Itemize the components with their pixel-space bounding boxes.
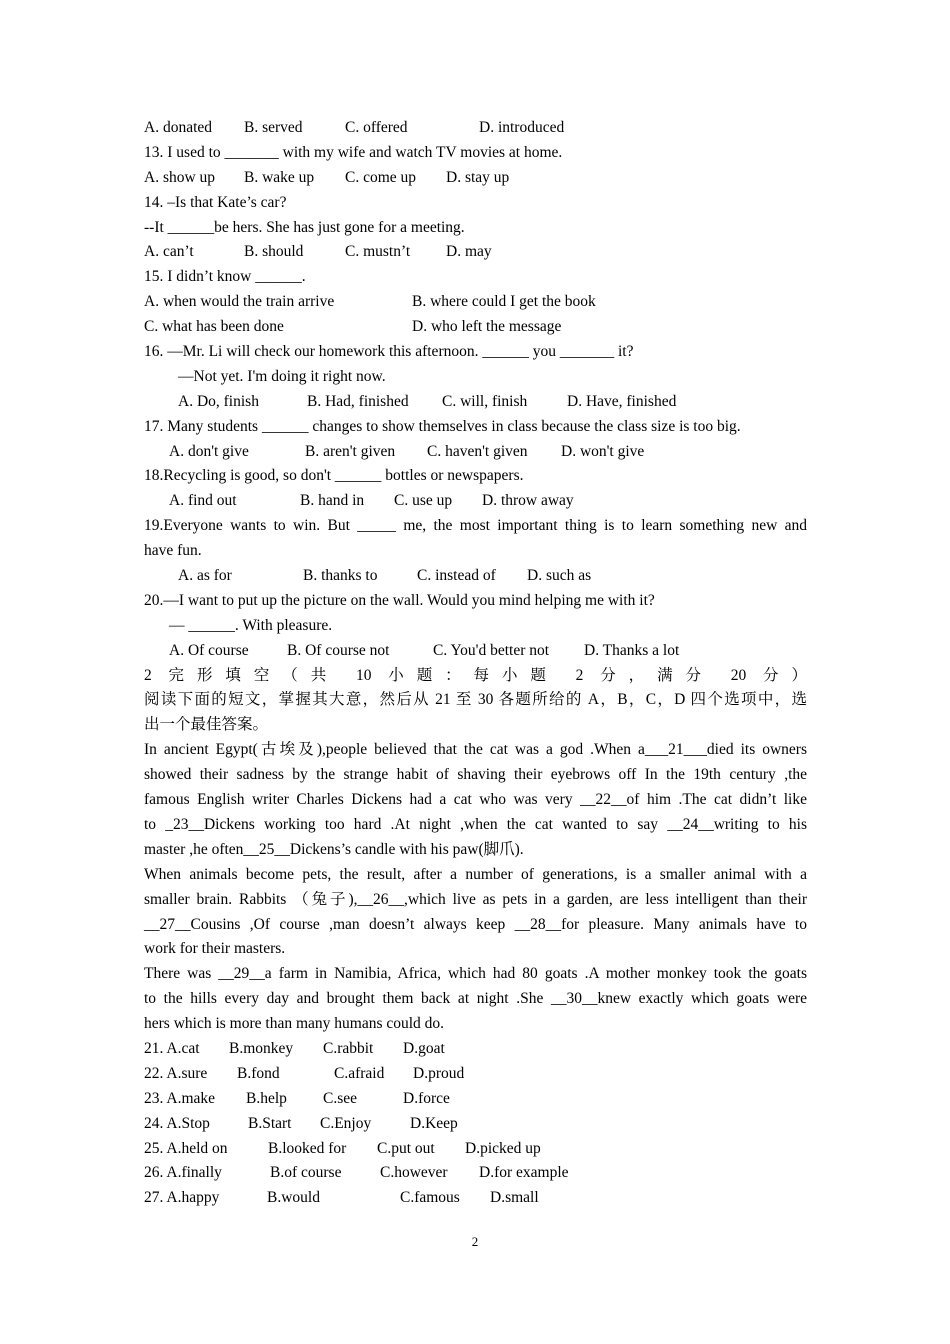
option: B. served (244, 119, 303, 136)
text-line: 18.Recycling is good, so don't ______ bottles or newspapers. (144, 467, 524, 485)
options-line (144, 390, 807, 415)
options-line (144, 1186, 807, 1211)
option: B.would (267, 1189, 320, 1207)
option: C. You'd better not (433, 641, 550, 659)
text-line: 14. –Is that Kate’s car? (144, 193, 287, 211)
option: D.Keep (410, 1114, 458, 1132)
options-line (144, 315, 807, 340)
option: C. mustn’t (345, 243, 411, 261)
option: B.Start (248, 1114, 292, 1132)
option: C.put out (377, 1139, 435, 1157)
option: C.see (323, 1089, 358, 1107)
text-line: —Not yet. I'm doing it right now. (178, 367, 386, 385)
option: 22. A.sure (144, 1064, 208, 1082)
options-line (144, 290, 807, 315)
text-line: work for their masters. (144, 940, 286, 958)
option: B. Of course not (287, 641, 390, 659)
option: B. aren't given (305, 442, 396, 460)
text-line: have fun. (144, 542, 202, 560)
option: A. find out (169, 492, 237, 510)
option: B.of course (270, 1164, 342, 1182)
option: D. introduced (479, 119, 565, 136)
option: D.goat (403, 1039, 445, 1057)
text-line: There was __29__a farm in Namibia, Africa, which had 80 goats .A mother monkey took the goats (144, 965, 807, 983)
option: C. come up (345, 168, 417, 186)
option: D.for example (479, 1164, 569, 1182)
option: 21. A.cat (144, 1039, 200, 1057)
option: D. may (446, 243, 492, 261)
text-line: to the hills every day and brought them back at night .She __30__knew exactly which goats were (144, 990, 807, 1008)
option: D. won't give (561, 442, 645, 460)
text-line: 19.Everyone wants to win. But _____ me, the most important thing is to learn something new and (144, 517, 807, 535)
option: A. don't give (169, 442, 249, 460)
option: 26. A.finally (144, 1164, 222, 1182)
options-line (144, 564, 807, 589)
text-line: smaller brain. Rabbits （兔子),__26__,which live as pets in a garden, are less intelligent than their (144, 890, 807, 908)
option: B. thanks to (303, 567, 378, 585)
option: D. who left the message (412, 318, 562, 336)
options-line (144, 1087, 807, 1112)
option: A. when would the train arrive (144, 293, 335, 311)
options-line (144, 166, 807, 191)
text-line: __27__Cousins ,Of course ,man doesn’t always keep __28__for pleasure. Many animals have to (144, 915, 807, 933)
option: B.help (246, 1089, 287, 1107)
text-line: 出一个最佳答案。 (144, 716, 269, 734)
options-line (144, 489, 807, 514)
option: D. Thanks a lot (584, 641, 680, 659)
option: 25. A.held on (144, 1139, 228, 1157)
text-line: famous English writer Charles Dickens had a cat who was very __22__of him .The cat didn’t like (144, 791, 807, 809)
option: B.looked for (268, 1139, 347, 1157)
option: B. where could I get the book (412, 293, 596, 311)
option: D. throw away (482, 492, 574, 510)
text-line: 2 完形填空（共 10 小题：每小题 2 分，满分 20 分） (144, 666, 807, 684)
text-line: master ,he often__25__Dickens’s candle with his paw(脚爪). (144, 840, 524, 858)
option: 27. A.happy (144, 1189, 220, 1207)
option: D.proud (413, 1064, 465, 1082)
option: D.small (490, 1189, 539, 1207)
option: C.however (380, 1164, 448, 1182)
option: A. Of course (169, 641, 249, 659)
option: C.famous (400, 1189, 460, 1207)
options-line (144, 639, 807, 664)
option: C. offered (345, 119, 408, 136)
text-line: 13. I used to _______ with my wife and watch TV movies at home. (144, 143, 563, 161)
option: C. haven't given (427, 442, 528, 460)
option: B. should (244, 243, 304, 261)
text-line: --It ______be hers. She has just gone for a meeting. (144, 218, 465, 236)
option: C. will, finish (442, 392, 528, 410)
page-content (144, 116, 807, 1211)
option: C. instead of (417, 567, 496, 585)
options-line (144, 1112, 807, 1137)
text-line: 阅读下面的短文，掌握其大意，然后从 21 至 30 各题所给的 A，B，C，D 四个选项中，选 (144, 691, 807, 709)
option: D.force (403, 1089, 450, 1107)
option: C. use up (394, 492, 453, 510)
text-line: 16. —Mr. Li will check our homework this afternoon. ______ you _______ it? (144, 343, 634, 361)
option: D.picked up (465, 1139, 541, 1157)
options-line (144, 1037, 807, 1062)
option: A. show up (144, 168, 216, 186)
text-line: 20.—I want to put up the picture on the wall. Would you mind helping me with it? (144, 591, 655, 609)
options-line (144, 240, 807, 265)
option: B. wake up (244, 168, 315, 186)
option: C.Enjoy (320, 1114, 372, 1132)
option: A. can’t (144, 243, 194, 261)
text-line: 15. I didn’t know ______. (144, 268, 306, 286)
option: B. hand in (300, 492, 365, 510)
options-line (144, 440, 807, 465)
text-line: — ______. With pleasure. (169, 616, 333, 634)
text-line: 17. Many students ______ changes to show themselves in class because the class size is too big. (144, 417, 741, 435)
options-line (144, 1161, 807, 1186)
options-line (144, 1137, 807, 1162)
option: 23. A.make (144, 1089, 216, 1107)
option: A. Do, finish (178, 392, 259, 410)
text-line: When animals become pets, the result, after a number of generations, is a smaller animal with a (144, 865, 807, 883)
text-line: In ancient Egypt(古埃及),people believed that the cat was a god .When a___21___died its owners (144, 741, 807, 759)
options-line (144, 1062, 807, 1087)
option: A. donated (144, 119, 213, 136)
option: A. as for (178, 567, 232, 585)
option: B.monkey (229, 1039, 294, 1057)
option: B. Had, finished (307, 392, 409, 410)
text-line: hers which is more than many humans could do. (144, 1015, 445, 1033)
text-line: showed their sadness by the strange habit of shaving their eyebrows off In the 19th century ,the (144, 766, 807, 784)
option: D. Have, finished (567, 392, 677, 410)
option: 24. A.Stop (144, 1114, 210, 1132)
text-line: to _23__Dickens working too hard .At night ,when the cat wanted to say __24__writing to his (144, 815, 807, 833)
option: D. such as (527, 567, 592, 585)
option: C.rabbit (323, 1039, 374, 1057)
options-line (144, 116, 807, 141)
option: C. what has been done (144, 318, 284, 336)
option: D. stay up (446, 168, 510, 186)
option: B.fond (237, 1064, 280, 1082)
option: C.afraid (334, 1064, 385, 1082)
page-number: 2 (471, 1234, 479, 1249)
